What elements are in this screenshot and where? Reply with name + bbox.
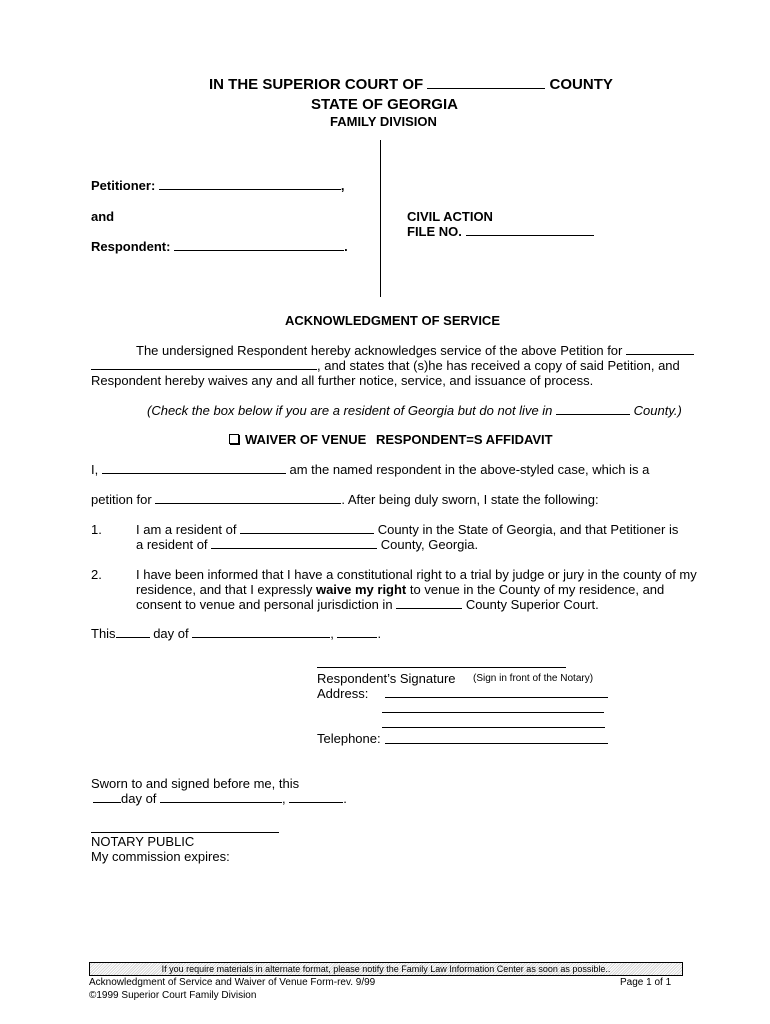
affidavit-i-prefix: I,: [91, 462, 99, 477]
civil-action-label: CIVIL ACTION: [407, 209, 493, 224]
telephone-field[interactable]: [385, 743, 608, 744]
item-2-number: 2.: [91, 567, 102, 582]
date-day-field[interactable]: [116, 626, 150, 638]
sworn-line-2: [91, 791, 347, 806]
division-heading: FAMILY DIVISION: [330, 114, 437, 129]
and-label: and: [91, 209, 115, 224]
signature-note: (Sign in front of the Notary): [473, 673, 594, 684]
petitioner-label: Petitioner:: [91, 178, 156, 193]
commission-label: My commission expires:: [91, 849, 230, 864]
date-period: .: [377, 626, 382, 641]
signature-line[interactable]: [317, 667, 566, 668]
item-2-l3-prefix: consent to venue and personal jurisdiction in: [136, 597, 393, 612]
waiver-row: [229, 432, 366, 447]
item-1-l1-prefix: I am a resident of: [136, 522, 237, 537]
petition-for-field[interactable]: [155, 492, 341, 504]
ack-line-2-text: , and states that (s)he has received a copy of said Petition, and: [317, 358, 680, 373]
ack-line-2: [91, 358, 680, 373]
affidavit-i-line: [91, 462, 649, 477]
address-label: Address:: [317, 686, 369, 701]
address-line-1[interactable]: [385, 697, 608, 698]
petitioner-row: [91, 178, 345, 193]
item-2-line-2: [136, 582, 664, 597]
petition-type-field-1[interactable]: [626, 343, 694, 355]
petition-type-field-2[interactable]: [91, 358, 317, 370]
court-line-suffix: COUNTY: [549, 76, 613, 93]
state-heading: STATE OF GEORGIA: [311, 96, 458, 113]
notary-signature-line[interactable]: [91, 832, 279, 833]
sworn-month-field[interactable]: [160, 791, 282, 803]
check-note: [147, 403, 682, 418]
item-1-l2-prefix: a resident of: [136, 537, 208, 552]
telephone-label: Telephone:: [317, 731, 381, 746]
ack-line-1-text: The undersigned Respondent hereby acknowledges service of the above Petition for: [136, 343, 623, 358]
waiver-label: WAIVER OF VENUE: [245, 432, 367, 447]
affidavit-petition-line: [91, 492, 599, 507]
respondent-punct: .: [344, 239, 348, 254]
item-2-line-1: I have been informed that I have a constitutional right to a trial by judge or jury in the county of my: [136, 567, 697, 582]
file-no-label: FILE NO.: [407, 224, 462, 239]
date-this: This: [91, 626, 116, 641]
sworn-year-field[interactable]: [289, 791, 343, 803]
affidavit-i-suffix: am the named respondent in the above-styled case, which is a: [289, 462, 650, 477]
sworn-day-of: day of: [121, 791, 157, 806]
respondent-row: [91, 239, 348, 254]
file-no-row: [407, 224, 594, 239]
item-2-l2-suffix: to venue in the County of my residence, and: [409, 582, 665, 597]
date-comma: ,: [330, 626, 334, 641]
respondent-label: Respondent:: [91, 239, 171, 254]
affidavit-heading: RESPONDENT=S AFFIDAVIT: [376, 432, 553, 447]
item-2-l3-suffix: County Superior Court.: [465, 597, 599, 612]
alternate-format-text: If you require materials in alternate format, please notify the Family Law Information Center as soon as possible..: [161, 964, 611, 974]
sworn-day-field[interactable]: [93, 791, 121, 803]
caption-divider: [380, 140, 381, 297]
copyright: ©1999 Superior Court Family Division: [89, 990, 257, 1001]
item-2-line-3: [136, 597, 599, 612]
affidavit-petition-suffix: . After being duly sworn, I state the following:: [341, 492, 599, 507]
petitioner-field[interactable]: [159, 178, 341, 190]
item-2-l2-prefix: residence, and that I expressly: [136, 582, 313, 597]
sworn-line-1: Sworn to and signed before me, this: [91, 776, 300, 791]
signature-label: Respondent’s Signature: [317, 671, 456, 686]
sworn-period: .: [343, 791, 347, 806]
court-line-prefix: IN THE SUPERIOR COURT OF: [209, 76, 424, 93]
file-no-field[interactable]: [466, 224, 594, 236]
alternate-format-notice: [89, 962, 683, 976]
page-number: Page 1 of 1: [620, 977, 672, 988]
respondent-field[interactable]: [174, 239, 344, 251]
check-note-suffix: County.): [633, 403, 682, 418]
petitioner-county-field[interactable]: [211, 537, 377, 549]
respondent-county-field[interactable]: [240, 522, 374, 534]
venue-county-field[interactable]: [396, 597, 462, 609]
waiver-checkbox[interactable]: [229, 434, 239, 444]
item-1-line-2: [136, 537, 478, 552]
ack-line-1: [136, 343, 694, 358]
petitioner-punct: ,: [340, 178, 345, 193]
waive-my-right-text: waive my right: [315, 582, 407, 597]
affiant-name-field[interactable]: [102, 462, 286, 474]
address-line-3[interactable]: [382, 727, 605, 728]
item-1-l2-suffix: County, Georgia.: [380, 537, 479, 552]
date-day-of: day of: [153, 626, 189, 641]
document-title: ACKNOWLEDGMENT OF SERVICE: [285, 313, 500, 328]
item-1-number: 1.: [91, 522, 102, 537]
date-month-field[interactable]: [192, 626, 330, 638]
ack-line-3: Respondent hereby waives any and all further notice, service, and issuance of process.: [91, 373, 594, 388]
date-year-field[interactable]: [337, 626, 377, 638]
check-note-prefix: (Check the box below if you are a resident of Georgia but do not live in: [147, 403, 553, 418]
court-heading: [209, 76, 613, 93]
affidavit-petition-prefix: petition for: [91, 492, 152, 507]
date-line: [91, 626, 381, 641]
address-line-2[interactable]: [382, 712, 604, 713]
item-1-line-1: [136, 522, 678, 537]
county-blank[interactable]: [427, 77, 545, 89]
sworn-comma: ,: [282, 791, 286, 806]
form-name: Acknowledgment of Service and Waiver of Venue Form-rev. 9/99: [89, 977, 376, 988]
item-1-l1-suffix: County in the State of Georgia, and that Petitioner is: [377, 522, 679, 537]
notary-title: NOTARY PUBLIC: [91, 834, 195, 849]
check-note-county-field[interactable]: [556, 403, 630, 415]
